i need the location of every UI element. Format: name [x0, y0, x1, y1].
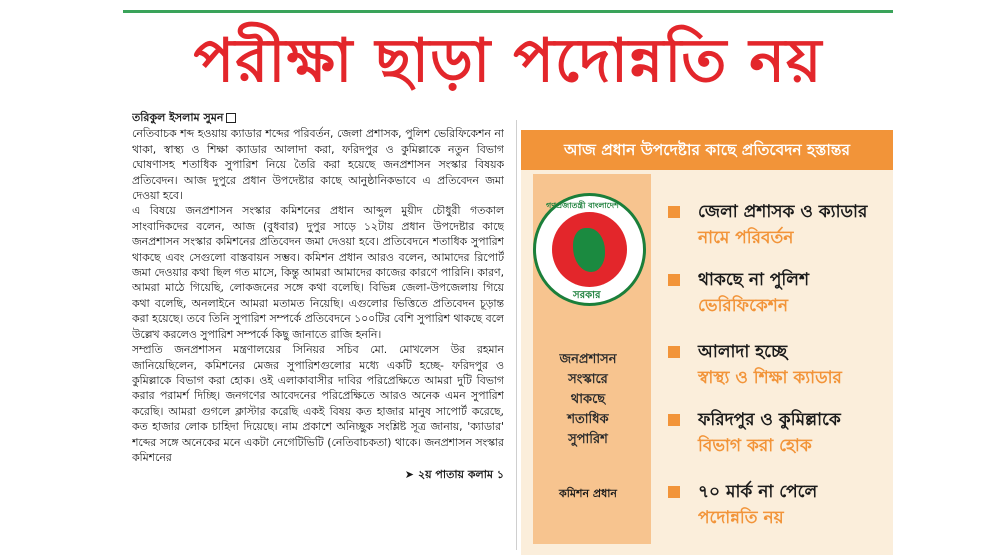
key-point-line2: নামে পরিবর্তন	[698, 228, 794, 248]
seal-bottom-text: সরকার	[573, 290, 601, 301]
byline-name: তরিকুল ইসলাম সুমন	[132, 111, 224, 124]
strip-text	[533, 350, 643, 450]
key-point-line2: স্বাস্থ্য ও শিক্ষা ক্যাডার	[698, 368, 842, 388]
panel-title: আজ প্রধান উপদেষ্টার কাছে প্রতিবেদন হস্তান্তর	[521, 130, 893, 170]
strip-line: শতাধিক	[567, 412, 609, 427]
continuation	[132, 467, 504, 482]
byline-box-icon	[226, 113, 236, 123]
key-point-line1: ফরিদপুর ও কুমিল্লাকে	[698, 410, 841, 430]
arrow-right-icon: ➤	[404, 468, 414, 482]
paragraph-3: সম্প্রতি জনপ্রশাসন মন্ত্রণালয়ের সিনিয়র সচিব মো. মোখলেস উর রহমান জানিয়েছিলেন, কমিশনের মেজর সুপারিশগুলোর মধ্যে একটি হচ্ছে- ফরিদপুর ও কুমিল্লাকে বিভাগ করা হোক। ওই এলাকাবাসীর দাবির পরিপ্রেক্ষিতে আমরা দুটি বিভাগ করার পরামর্শ দিচ্ছি। জনগণের আবেদনের পরিপ্রেক্ষিতে আরও অনেক এমন সুপারিশ করেছি। আমরা গুগলে ক্লাস্টার করেছি একই বিষয় কত হাজার মানুষ সাপোর্ট করেছে, কত হাজার লোক চাহিদা দিয়েছে। নাম প্রকাশে অনিচ্ছুক সংশ্লিষ্ট সূত্র জানায়, 'ক্যাডার' শব্দের সঙ্গে অনেকের মনে একটা নেগেটিভিটি (নেতিবাচকতা) থাকে। জনপ্রশাসন সংস্কার কমিশনের	[132, 343, 504, 464]
key-point-line1: আলাদা হচ্ছে	[698, 342, 788, 362]
bullet-square-icon	[668, 206, 680, 218]
seal-top-text: গণপ্রজাতন্ত্রী বাংলাদেশ	[546, 201, 619, 210]
paragraph-2: এ বিষয়ে জনপ্রশাসন সংস্কার কমিশনের প্রধান আব্দুল মুয়ীদ চৌধুরী গতকাল সাংবাদিকদের বলেন, আজ (বুধবার) দুপুর সাড়ে ১২টায় প্রধান উপদেষ্টার কাছে জনপ্রশাসন সংস্কার কমিশনের প্রতিবেদন জমা দেওয়া হবে। প্রতিবেদনে শতাধিক সুপারিশ থাকছে এবং সেগুলো বাস্তবায়ন সম্ভব। কমিশন প্রধান আরও বলেন, আমাদের রিপোর্ট জমা দেওয়ার কথা ছিল গত মাসে, কিন্তু আমরা আমাদের কাজের কারণে পারিনি। কারণ, আমরা মাঠে গিয়েছি, লোকজনের সঙ্গে কথা বলেছি। বিভিন্ন জেলা-উপজেলায় গিয়ে কথা বলেছি, অনলাইনে আমরা মতামত নিয়েছি। এগুলোর ভিত্তিতে প্রতিবেদন চূড়ান্ত করা হয়েছে। তবে তিনি সুপারিশ সম্পর্কে প্রতিবেদনে ১০০টির বেশি সুপারিশ থাকছে বলে উল্লেখ করলেও সুপারিশ সম্পর্কে কিছু জানাতে রাজি হননি।	[132, 204, 504, 341]
bullet-square-icon	[668, 414, 680, 426]
key-point-line1: থাকছে না পুলিশ	[698, 270, 810, 290]
strip-line: জনপ্রশাসন	[559, 352, 617, 367]
strip-line: থাকছে	[570, 392, 606, 407]
article-column	[132, 110, 504, 558]
strip-line: সংস্কারে	[568, 372, 608, 387]
bullet-square-icon	[668, 274, 680, 286]
key-point-line2: ভেরিফিকেশন	[698, 296, 788, 316]
continuation-text: ২য় পাতায় কলাম ১	[417, 468, 504, 482]
headline: পরীক্ষা ছাড়া পদোন্নতি নয়	[193, 26, 823, 96]
strip-line: সুপারিশ	[568, 432, 608, 447]
strip-label: কমিশন প্রধান	[559, 487, 617, 500]
byline	[132, 110, 504, 125]
key-point-line2: পদোন্নতি নয়	[698, 508, 784, 528]
key-point-line2: বিভাগ করা হোক	[698, 436, 812, 456]
key-point-line1: ৭০ মার্ক না পেলে	[698, 482, 818, 502]
paragraph-1: নেতিবাচক শব্দ হওয়ায় ক্যাডার শব্দের পরিবর্তন, জেলা প্রশাসক, পুলিশ ভেরিফিকেশন না থাকা, স্বাস্থ্য ও শিক্ষা ক্যাডার আলাদা করা, ফরিদপুর ও কুমিল্লাকে নতুন বিভাগ ঘোষণাসহ শতাধিক সুপারিশ নিয়ে তৈরি করা হয়েছে জনপ্রশাসন সংস্কার বিষয়ক প্রতিবেদন। আজ দুপুরে প্রধান উপদেষ্টার কাছে আনুষ্ঠানিকভাবে এ প্রতিবেদন জমা দেওয়া হবে।	[132, 127, 504, 203]
bullet-square-icon	[668, 346, 680, 358]
key-point-line1: জেলা প্রশাসক ও ক্যাডার	[698, 202, 868, 222]
column-divider	[516, 120, 517, 550]
bullet-square-icon	[668, 486, 680, 498]
government-seal	[533, 193, 646, 306]
top-rule	[123, 10, 893, 13]
